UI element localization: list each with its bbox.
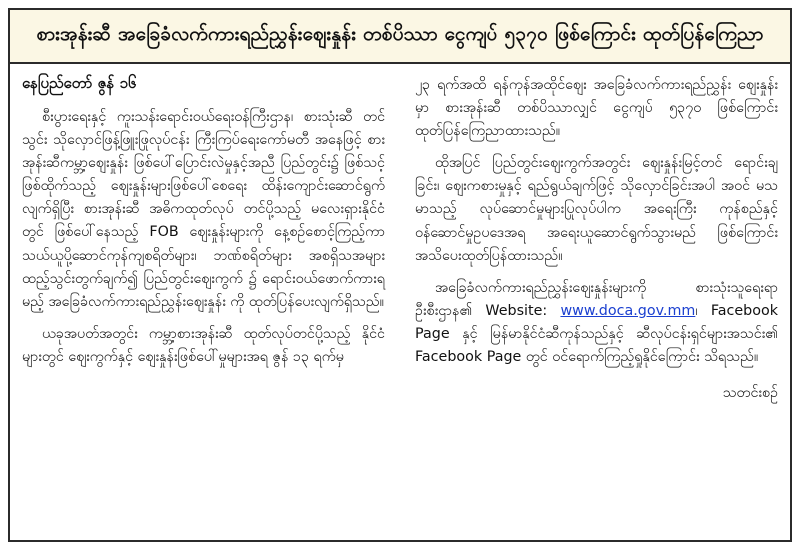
paragraph-text-before-link: အခြေခံလက်ကားရည်ညွှန်းဈေးနှုန်းများကို စားသုံးသူရေးရာ ဦးစီးဌာန၏ Website: bbox=[415, 279, 778, 320]
paragraph: ထိုအပြင် ပြည်တွင်းဈေးကွက်အတွင်း ဈေးနှုန်းမြင့်တင် ရောင်းချခြင်း၊ ဈေးကစားမှုနှင့် ရည်ရွယ်ချက်ဖြင့် သိုလှောင်ခြင်းအပါ အဝင် မသမာသည့် လုပ်ဆောင်မှုများပြုလုပ်ပါက အရေးကြီး ကုန်စည်နှင့် ဝန်ဆောင်မှုဥပဒေအရ အရေးယူဆောင်ရွက်သွားမည် ဖြစ်ကြောင်း အသိပေးထုတ်ပြန်ထားသည်။ bbox=[415, 155, 778, 264]
column-left bbox=[22, 74, 389, 532]
paragraph: ယခုအပတ်အတွင်း ကမ္ဘာ့စားအုန်းဆီ ထုတ်လုပ်တင်ပို့သည့် နိုင်ငံများတွင် ဈေးကွက်နှင့် ဈေးနှုန်းဖြစ်ပေါ်မှုများအရ ဇွန် ၁၃ ရက်မှ bbox=[22, 326, 385, 366]
column-right bbox=[411, 74, 778, 532]
article-body bbox=[10, 64, 790, 540]
paragraph: စီးပွားရေးနှင့် ကူးသန်းရောင်းဝယ်ရေးဝန်ကြီးဌာန၊ စားသုံးဆီ တင်သွင်း သိုလှောင်ဖြန့်ဖြူးဖြုလုပ်ငန်း ကြီးကြပ်ရေးကော်မတီ အနေဖြင့် စားအုန်းဆီကမ္ဘာ့ဈေးနှုန်း ဖြစ်ပေါ်ပြောင်းလဲမှုနှင့်အညီ ပြည်တွင်း၌ ဖြစ်သင့်ဖြစ်ထိုက်သည့် ဈေးနှုန်းများဖြစ်ပေါ်စေရေး ထိန်းကျောင်းဆောင်ရွက်လျက်ရှိပြီး စားအုန်းဆီ အဓိကထုတ်လုပ် တင်ပို့သည့် မလေးရှားနိုင်ငံတွင် ဖြစ်ပေါ်နေသည့် FOB ဈေးနှုန်းများကို နေ့စဉ်စောင့်ကြည့်ကာ သယ်ယူပို့ဆောင်ကုန်ကျစရိတ်များ၊ ဘဏ်စရိတ်များ အစရှိသအများ ထည့်သွင်းတွက်ချက်၍ ပြည်တွင်းဈေးကွက် ၌ ရောင်းဝယ်ဖောက်ကားရမည့် အခြေခံလက်ကားရည်ညွှန်းဈေးနှုန်း ကို ထုတ်ပြန်ပေးလျက်ရှိသည်။ bbox=[22, 108, 385, 310]
paragraph: ၂၃ ရက်အထိ ရန်ကုန်အထိုင်ဈေး အခြေခံလက်ကားရည်ညွှန်း ဈေးနှုန်းမှာ စားအုန်းဆီ တစ်ပိဿာလျှင် ငွေကျပ် ၅၃၇၀ ဖြစ်ကြောင်း ထုတ်ပြန်ကြေညာထားသည်။ bbox=[415, 76, 778, 139]
dateline: နေပြည်တော် ဇွန် ၁၆ bbox=[22, 73, 137, 92]
website-link[interactable]: www.doca.gov.mm bbox=[560, 303, 696, 320]
headline-banner bbox=[10, 10, 790, 64]
paragraph-with-website bbox=[415, 277, 778, 370]
paragraph-text-after-link: ၊ Facebook Page နှင့် မြန်မာနိုင်ငံဆီကုန်သည်နှင့် ဆီလုပ်ငန်းရှင်များအသင်း၏ Facebook Page တွင် ဝင်ရောက်ကြည့်ရှုနိုင်ကြောင်း သိရသည်။ bbox=[415, 303, 778, 366]
headline: စားအုန်းဆီ အခြေခံလက်ကားရည်ညွှန်းဈေးနှုန်း တစ်ပိဿာ ငွေကျပ် ၅၃၇၀ ဖြစ်ကြောင်း ထုတ်ပြန်ကြေညာ bbox=[36, 23, 764, 45]
article-container bbox=[8, 8, 792, 542]
signoff: သတင်းစဉ် bbox=[722, 384, 778, 401]
